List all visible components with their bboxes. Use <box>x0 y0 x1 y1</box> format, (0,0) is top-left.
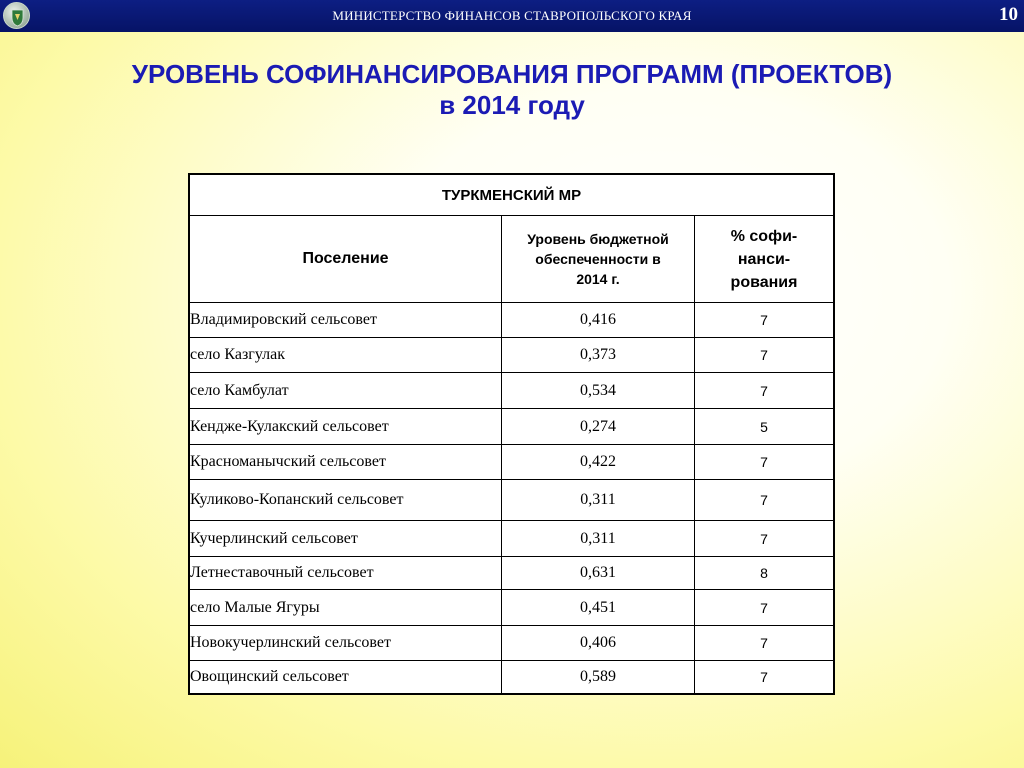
settlement-name-cell: село Камбулат <box>189 373 502 409</box>
budget-level-cell: 0,406 <box>502 626 695 661</box>
table-row <box>189 626 834 661</box>
table-row <box>189 557 834 590</box>
budget-level-cell: 0,589 <box>502 661 695 694</box>
table-row <box>189 338 834 373</box>
table-banner-row <box>189 174 834 216</box>
table-row <box>189 303 834 338</box>
column-header-cofinancing-pct <box>695 216 835 303</box>
cofinancing-pct-cell: 7 <box>695 445 835 480</box>
header-bar <box>0 0 1024 32</box>
budget-level-cell: 0,311 <box>502 480 695 521</box>
page-title: УРОВЕНЬ СОФИНАНСИРОВАНИЯ ПРОГРАММ (ПРОЕКТОВ) <box>131 59 893 89</box>
cofinancing-pct-cell: 7 <box>695 521 835 557</box>
district-name: ТУРКМЕНСКИЙ МР <box>189 174 834 216</box>
page-number: 10 <box>999 4 1018 25</box>
table-row <box>189 661 834 694</box>
settlement-name-cell: Кендже-Кулакский сельсовет <box>189 409 502 445</box>
column-header-budget-level-line: обеспеченности в <box>535 251 661 267</box>
ministry-name: МИНИСТЕРСТВО ФИНАНСОВ СТАВРОПОЛЬСКОГО КРАЯ <box>332 8 692 23</box>
settlement-name-cell: Красноманычский сельсовет <box>189 445 502 480</box>
column-header-budget-level-line: 2014 г. <box>576 271 620 287</box>
cofinancing-pct-cell: 7 <box>695 373 835 409</box>
budget-level-cell: 0,631 <box>502 557 695 590</box>
budget-level-cell: 0,311 <box>502 521 695 557</box>
cofinancing-pct-cell: 7 <box>695 590 835 626</box>
cofinancing-table <box>188 173 835 695</box>
column-header-budget-level <box>502 216 695 303</box>
budget-level-cell: 0,451 <box>502 590 695 626</box>
cofinancing-pct-cell: 7 <box>695 661 835 694</box>
budget-level-cell: 0,534 <box>502 373 695 409</box>
settlement-name-cell: Кучерлинский сельсовет <box>189 521 502 557</box>
page-subtitle: в 2014 году <box>439 90 585 120</box>
settlement-name-cell: село Малые Ягуры <box>189 590 502 626</box>
settlement-name-cell: Куликово-Копанский сельсовет <box>189 480 502 521</box>
settlement-name-cell: Владимировский сельсовет <box>189 303 502 338</box>
cofinancing-pct-cell: 7 <box>695 626 835 661</box>
cofinancing-pct-cell: 7 <box>695 303 835 338</box>
cofinancing-pct-cell: 8 <box>695 557 835 590</box>
budget-level-cell: 0,422 <box>502 445 695 480</box>
column-header-settlement: Поселение <box>189 216 502 303</box>
table-row <box>189 373 834 409</box>
column-header-budget-level-line: Уровень бюджетной <box>527 231 669 247</box>
budget-level-cell: 0,373 <box>502 338 695 373</box>
table-row <box>189 590 834 626</box>
cofinancing-pct-cell: 7 <box>695 480 835 521</box>
settlement-name-cell: Овощинский сельсовет <box>189 661 502 694</box>
budget-level-cell: 0,416 <box>502 303 695 338</box>
column-header-cofinancing-line: нанси- <box>737 250 791 268</box>
table-header-row <box>189 216 834 303</box>
settlement-name-cell: Летнеставочный сельсовет <box>189 557 502 590</box>
settlement-name-cell: село Казгулак <box>189 338 502 373</box>
table-row <box>189 409 834 445</box>
table-row <box>189 521 834 557</box>
table-row <box>189 480 834 521</box>
cofinancing-pct-cell: 5 <box>695 409 835 445</box>
table-row <box>189 445 834 480</box>
cofinancing-pct-cell: 7 <box>695 338 835 373</box>
column-header-cofinancing-line: рования <box>730 273 798 291</box>
settlement-name-cell: Новокучерлинский сельсовет <box>189 626 502 661</box>
budget-level-cell: 0,274 <box>502 409 695 445</box>
column-header-cofinancing-line: % софи- <box>730 227 798 245</box>
